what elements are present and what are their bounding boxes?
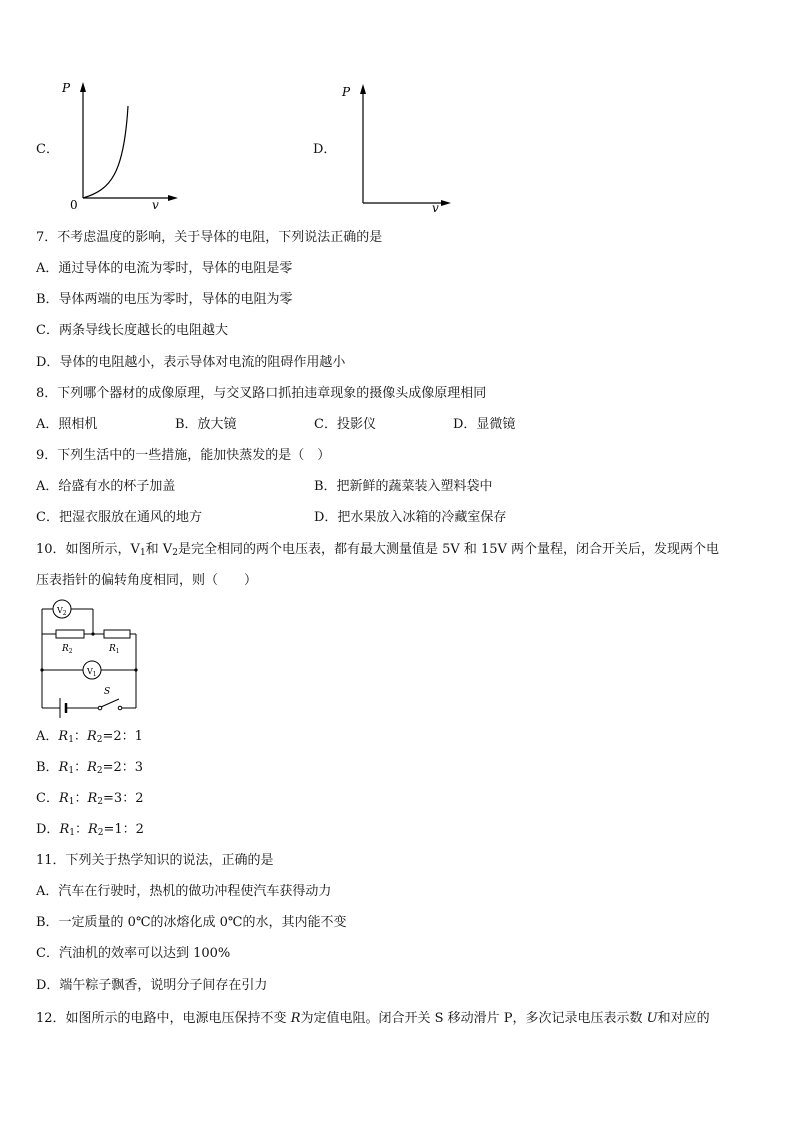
q10-option-a: A．$R_1$：$R_2=2$：1 xyxy=(36,729,143,745)
resistor-r2 xyxy=(56,630,84,638)
q9-option-b: B．把新鲜的蔬菜装入塑料袋中 xyxy=(314,479,493,494)
v2-label: $V_2$ xyxy=(57,606,67,617)
q11-option-b: B．一定质量的 0℃的冰熔化成 0℃的水，其内能不变 xyxy=(36,915,347,930)
graph-c-xlabel: v xyxy=(152,198,159,212)
q8-stem: 8．下列哪个器材的成像原理，与交叉路口抓拍违章现象的摄像头成像原理相同 xyxy=(36,386,487,401)
q8-option-d: D．显微镜 xyxy=(453,417,516,432)
q8-option-b: B．放大镜 xyxy=(175,417,237,432)
q11-stem: 11．下列关于热学知识的说法，正确的是 xyxy=(36,853,274,868)
q9-option-c: C．把湿衣服放在通风的地方 xyxy=(36,510,202,525)
q9-option-d: D．把水果放入冰箱的冷藏室保存 xyxy=(314,510,507,525)
graph-d-xlabel: v xyxy=(432,201,439,215)
graph-c-curve xyxy=(83,106,128,198)
q11-option-d: D．端午粽子飘香，说明分子间存在引力 xyxy=(36,978,268,993)
q9-option-a: A．给盛有水的杯子加盖 xyxy=(36,479,176,494)
q10-option-b: B．$R_1$：$R_2=2$：3 xyxy=(36,760,144,776)
q9-stem: 9．下列生活中的一些措施，能加快蒸发的是（ ） xyxy=(36,448,331,463)
q12-stem: 12．如图所示的电路中，电源电压保持不变 R为定值电阻。闭合开关 S 移动滑片 P，多次记录电压表示数 U和对应的 xyxy=(36,1011,710,1026)
resistor-r1 xyxy=(104,630,130,638)
q7-stem: 7．不考虑温度的影响，关于导体的电阻，下列说法正确的是 xyxy=(36,230,383,245)
r1-label: $R_1$ xyxy=(109,644,120,655)
q10-option-c: C．$R_1$：$R_2=3$：2 xyxy=(36,791,144,807)
switch-lever xyxy=(101,699,119,707)
v1-label: $V_1$ xyxy=(87,667,97,678)
q10-circuit-diagram xyxy=(36,598,146,718)
q11-option-a: A．汽车在行驶时，热机的做功冲程使汽车获得动力 xyxy=(36,884,332,899)
q8-option-a: A．照相机 xyxy=(36,417,98,432)
q10-stem-line2: 压表指针的偏转角度相同，则（ ） xyxy=(36,573,258,588)
r2-label: $R_2$ xyxy=(62,644,73,655)
option-c-label: C． xyxy=(36,142,59,157)
option-d-label: D． xyxy=(313,142,337,157)
graph-c-ylabel: P xyxy=(62,81,71,95)
q7-option-b: B．导体两端的电压为零时，导体的电阻为零 xyxy=(36,292,293,307)
q10-stem-line1: 10．如图所示，$V_1$和 $V_2$是完全相同的两个电压表，都有最大测量值是 5V 和 15V 两个量程，闭合开关后，发现两个电 xyxy=(36,542,720,558)
graph-d xyxy=(336,78,476,218)
q11-option-c: C．汽油机的效率可以达到 100% xyxy=(36,946,231,961)
graph-d-ylabel: P xyxy=(342,85,351,99)
graph-c-origin: 0 xyxy=(70,198,78,212)
q7-option-c: C．两条导线长度越长的电阻越大 xyxy=(36,323,228,338)
q7-option-d: D．导体的电阻越小，表示导体对电流的阻碍作用越小 xyxy=(36,355,346,370)
q8-option-c: C．投影仪 xyxy=(314,417,376,432)
q7-option-a: A．通过导体的电流为零时，导体的电阻是零 xyxy=(36,261,293,276)
switch-label: S xyxy=(104,687,111,697)
q10-option-d: D．$R_1$：$R_2=1$：2 xyxy=(36,822,144,838)
graph-c xyxy=(56,78,196,218)
